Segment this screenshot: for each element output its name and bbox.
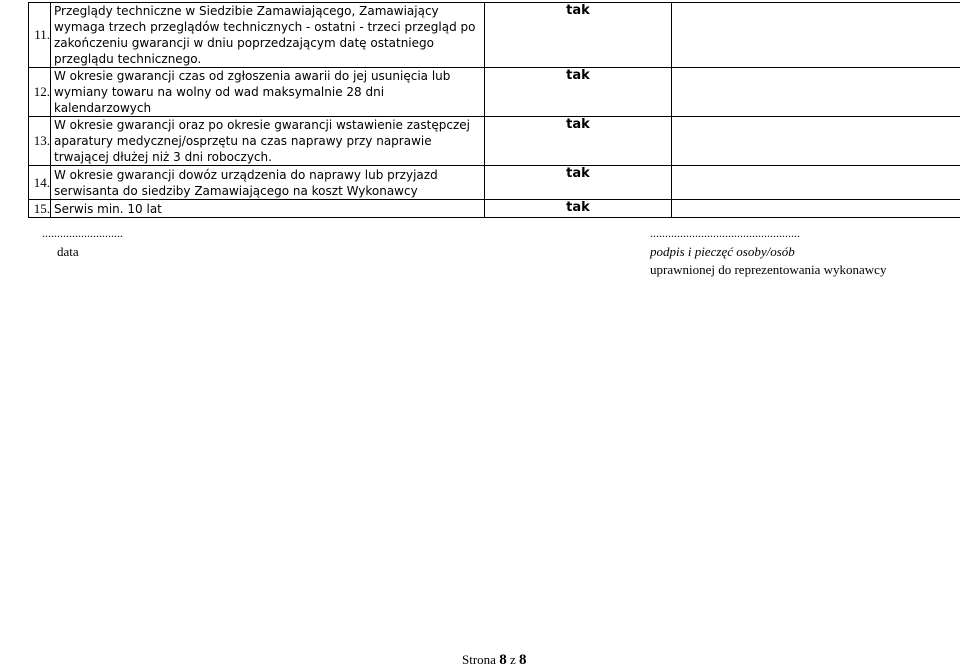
row-description: W okresie gwarancji czas od zgłoszenia awarii do jej usunięcia lub wymiany towaru na wolny od wad maksymalnie 28 dni kalendarzowych (51, 68, 485, 117)
footer-prefix: Strona (462, 652, 496, 667)
table-row (29, 166, 960, 200)
signature-label-line1: podpis i pieczęć osoby/osób (650, 244, 795, 260)
footer-page-total: 8 (519, 652, 527, 668)
row-value: tak (485, 117, 672, 166)
footer-separator: z (510, 652, 516, 667)
row-description: Przeglądy techniczne w Siedzibie Zamawiającego, Zamawiający wymaga trzech przeglądów technicznych - ostatni - trzeci przegląd po zakończeniu gwarancji w dniu poprzedzającym datę ostatniego przeglądu technicznego. (51, 3, 485, 68)
row-number: 11. (29, 3, 51, 68)
date-dots: ........................... (42, 226, 123, 241)
table-row (29, 68, 960, 117)
empty-cell (672, 68, 960, 117)
empty-cell (672, 166, 960, 200)
row-description: W okresie gwarancji dowóz urządzenia do naprawy lub przyjazd serwisanta do siedziby Zamawiającego na koszt Wykonawcy (51, 166, 485, 200)
row-number: 13. (29, 117, 51, 166)
signature-label-line2: uprawnionej do reprezentowania wykonawcy (650, 262, 886, 278)
footer-page-number: 8 (499, 652, 507, 668)
row-value: tak (485, 200, 672, 218)
signature-dots: .................................................. (650, 226, 800, 241)
empty-cell (672, 3, 960, 68)
table-row (29, 200, 960, 218)
row-number: 12. (29, 68, 51, 117)
date-label: data (57, 244, 79, 260)
empty-cell (672, 200, 960, 218)
row-value: tak (485, 68, 672, 117)
row-value: tak (485, 3, 672, 68)
row-number: 14. (29, 166, 51, 200)
requirements-table (28, 2, 960, 218)
empty-cell (672, 117, 960, 166)
row-value: tak (485, 166, 672, 200)
table-row (29, 3, 960, 68)
row-number: 15. (29, 200, 51, 218)
table-row (29, 117, 960, 166)
page-footer (462, 652, 526, 669)
row-description: W okresie gwarancji oraz po okresie gwarancji wstawienie zastępczej aparatury medycznej/osprzętu na czas naprawy przy naprawie trwającej dłużej niż 3 dni roboczych. (51, 117, 485, 166)
row-description: Serwis min. 10 lat (51, 200, 485, 218)
